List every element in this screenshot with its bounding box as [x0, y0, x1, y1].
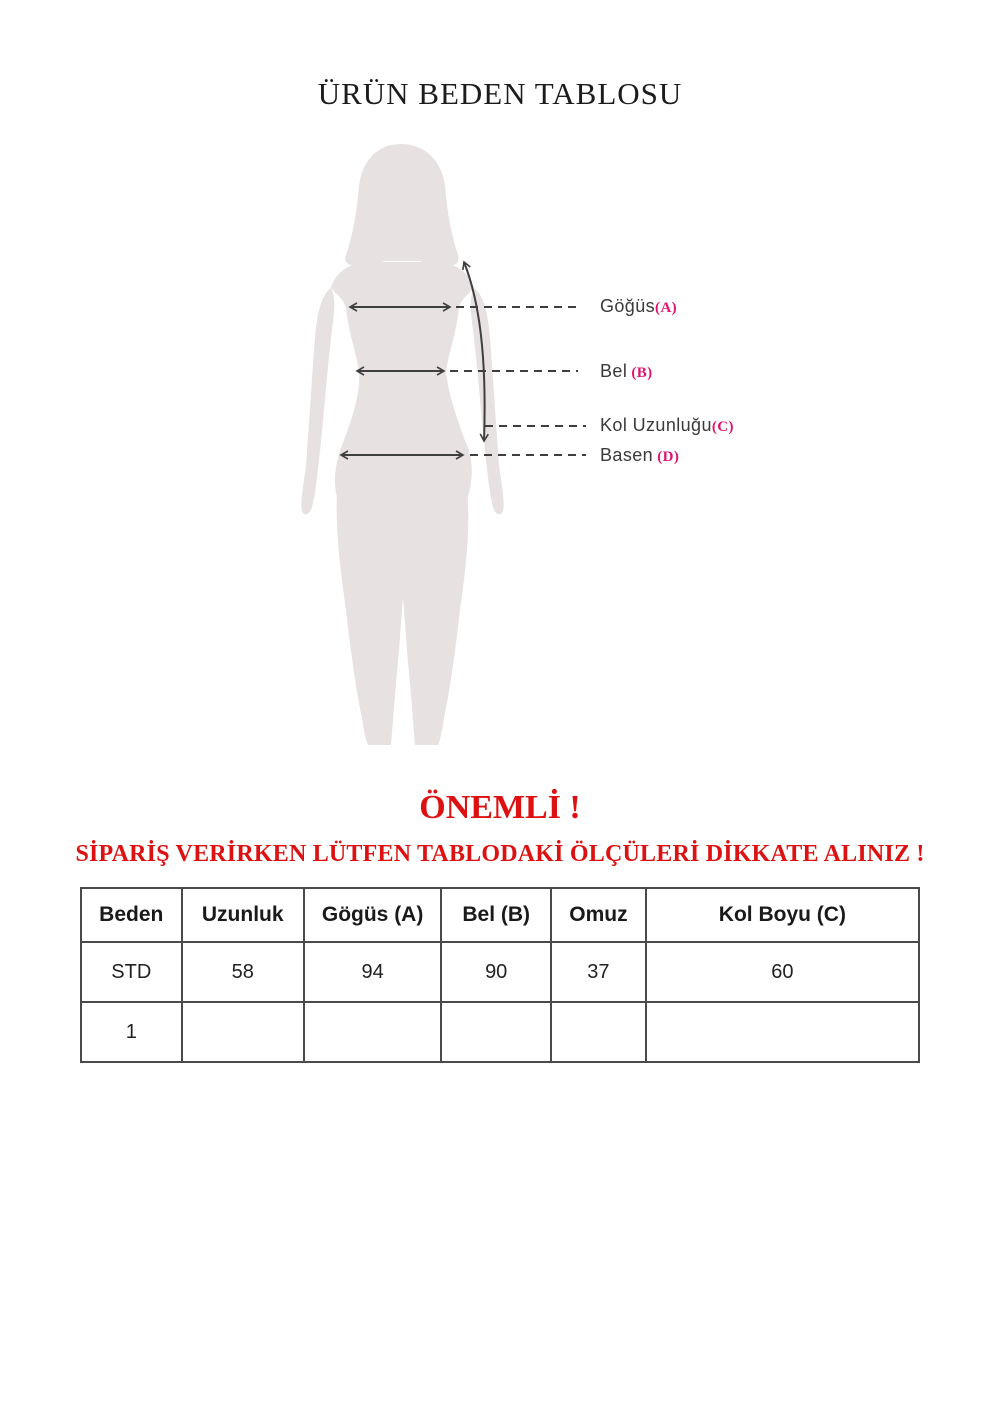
- size-table: [80, 887, 920, 1063]
- measurement-name: Kol Uzunluğu: [600, 415, 712, 435]
- cell-omuz: [551, 1002, 646, 1062]
- measurement-label-hip: [600, 444, 679, 466]
- cell-uzunluk: 58: [182, 942, 304, 1002]
- cell-gogus: [304, 1002, 441, 1062]
- measurement-code: (A): [655, 300, 678, 316]
- table-row-std: [81, 942, 919, 1002]
- size-table-header-row: [81, 888, 919, 942]
- measurement-label-chest: [600, 295, 677, 317]
- measurement-name: Bel: [600, 361, 628, 381]
- cell-beden: STD: [81, 942, 182, 1002]
- measurement-code: (C): [711, 419, 734, 435]
- header-uzunluk: Uzunluk: [182, 888, 304, 942]
- cell-bel: [441, 1002, 551, 1062]
- left-arm-shape: [301, 288, 334, 514]
- header-beden: Beden: [81, 888, 182, 942]
- measurement-code: (B): [627, 365, 653, 381]
- important-heading: ÖNEMLİ !: [419, 789, 581, 826]
- head-shape: [345, 144, 458, 266]
- legs-shape: [337, 490, 469, 745]
- header-omuz: Omuz: [551, 888, 646, 942]
- right-arm-shape: [471, 288, 504, 514]
- leader-lines: [450, 307, 586, 455]
- header-bel: Bel (B): [441, 888, 551, 942]
- page-title: ÜRÜN BEDEN TABLOSU: [317, 76, 683, 111]
- order-warning-text: SİPARİŞ VERİRKEN LÜTFEN TABLODAKİ ÖLÇÜLERİ DİKKATE ALINIZ !: [75, 841, 925, 867]
- measurement-name: Göğüs: [600, 296, 656, 316]
- cell-omuz: 37: [551, 942, 646, 1002]
- cell-beden: 1: [81, 1002, 182, 1062]
- cell-uzunluk: [182, 1002, 304, 1062]
- measurement-name: Basen: [600, 445, 654, 465]
- table-row-1: [81, 1002, 919, 1062]
- body-silhouette: [301, 144, 503, 745]
- cell-bel: 90: [441, 942, 551, 1002]
- cell-kol-boyu: 60: [646, 942, 919, 1002]
- header-gogus: Gögüs (A): [304, 888, 441, 942]
- measurement-label-waist: [600, 360, 653, 382]
- cell-kol-boyu: [646, 1002, 919, 1062]
- measurement-code: (D): [653, 449, 680, 465]
- header-kol-boyu: Kol Boyu (C): [646, 888, 919, 942]
- cell-gogus: 94: [304, 942, 441, 1002]
- measurement-label-arm-length: [600, 414, 734, 436]
- torso-shape: [331, 262, 474, 505]
